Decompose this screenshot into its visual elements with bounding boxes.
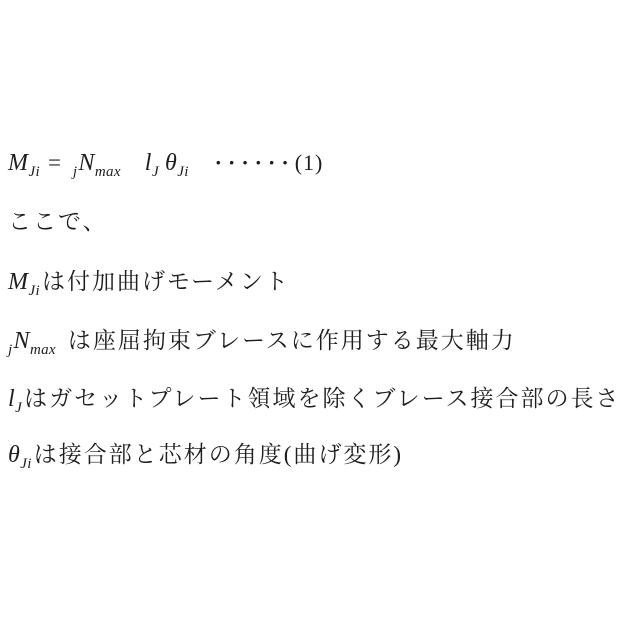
def1-presubscript: j (8, 342, 13, 358)
eq-lhs-subscript: Ji (28, 164, 40, 180)
def3-base: θ (8, 442, 21, 468)
where-line (8, 206, 108, 238)
equation-term-angle (164, 150, 189, 180)
definition-length (8, 383, 620, 424)
definition-axial-force-text: は座屈拘束ブレースに作用する最大軸力 (67, 328, 516, 353)
def0-subscript: Ji (28, 283, 40, 299)
term2-subscript: J (151, 164, 159, 180)
definition-axial-force (8, 325, 516, 366)
equation-term-axial-force (72, 150, 121, 180)
equation-term-length (144, 150, 159, 180)
equation-line (8, 147, 323, 188)
term3-base: θ (164, 150, 178, 176)
def0-base: M (8, 269, 29, 295)
def2-subscript: J (15, 400, 23, 416)
definition-length-text: はガセットプレート領域を除くブレース接合部の長さ (24, 386, 621, 411)
def3-subscript: Ji (20, 456, 32, 472)
term1-presubscript: j (72, 164, 78, 180)
where-label: ここで、 (8, 209, 108, 234)
eq-lhs-base: M (8, 150, 29, 176)
equation-lhs (8, 150, 40, 180)
def2-base: l (8, 386, 16, 412)
definition-moment-symbol (8, 269, 40, 299)
definition-moment-text: は付加曲げモーメント (41, 269, 290, 294)
definition-angle (8, 439, 403, 480)
definition-axial-force-symbol (8, 328, 56, 358)
definition-angle-symbol (8, 442, 32, 472)
term2-base: l (144, 150, 152, 176)
term1-subscript: max (94, 164, 121, 180)
equals-sign: = (47, 150, 61, 175)
term1-base: N (78, 150, 95, 176)
equation-number: (1) (294, 150, 324, 175)
definition-length-symbol (8, 386, 23, 416)
def1-subscript: max (29, 342, 56, 358)
term3-subscript: Ji (177, 164, 189, 180)
def1-base: N (13, 328, 30, 354)
definition-angle-text: は接合部と芯材の角度(曲げ変形) (33, 442, 404, 467)
definition-moment (8, 266, 290, 307)
equation-leader-dots: ······ (214, 150, 295, 175)
